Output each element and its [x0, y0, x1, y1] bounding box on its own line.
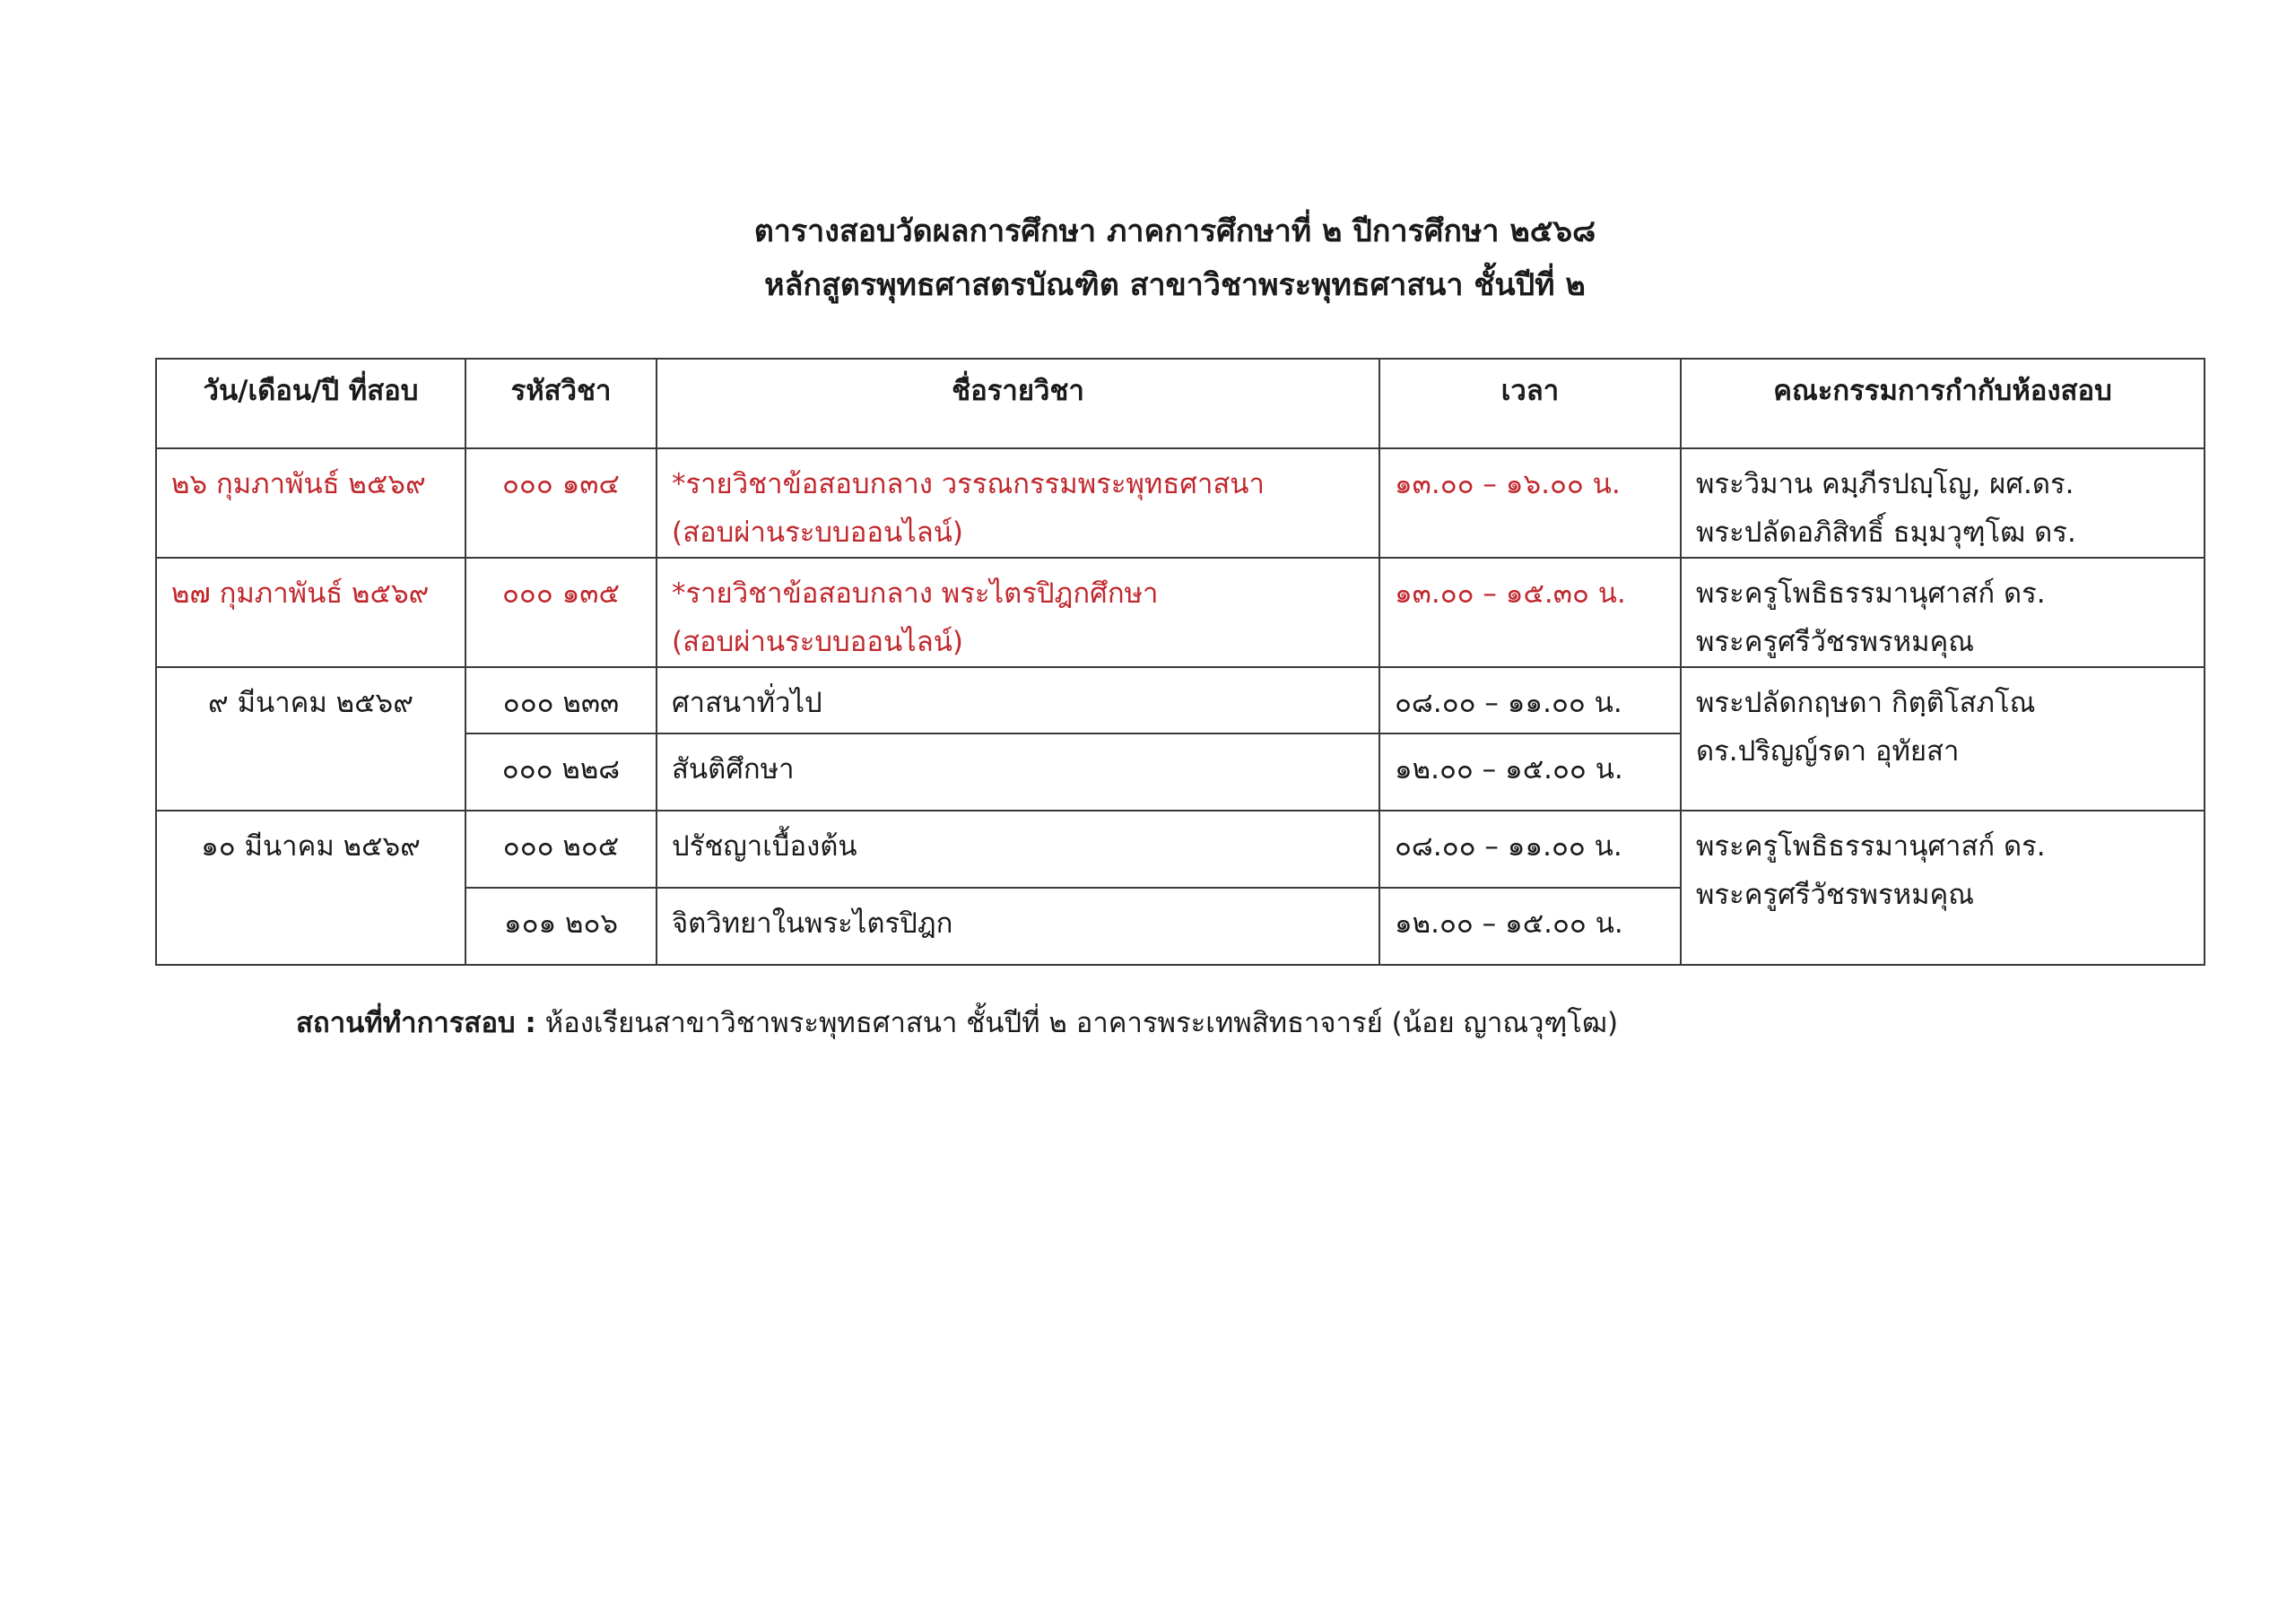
exam-time: ๐๘.๐๐ – ๑๑.๐๐ น. [1379, 811, 1681, 888]
exam-time: ๐๘.๐๐ – ๑๑.๐๐ น. [1379, 667, 1681, 733]
proctor-name: พระครูโพธิธรรมานุศาสก์ ดร. [1696, 830, 2046, 863]
header-code: รหัสวิชา [465, 359, 657, 448]
exam-date: ๒๗ กุมภาพันธ์ ๒๕๖๙ [156, 558, 465, 667]
header-proctors: คณะกรรมการกำกับห้องสอบ [1681, 359, 2205, 448]
location-label: สถานที่ทำการสอบ : [296, 1007, 536, 1039]
proctor-name: พระปลัดกฤษดา กิตฺติโสภโณ [1696, 687, 2036, 719]
proctor-name: พระปลัดอภิสิทธิ์ ธมฺมวุฑฺโฒ ดร. [1696, 516, 2076, 549]
table-row [156, 558, 2205, 667]
proctor-name: ดร.ปริญญ์รดา อุทัยสา [1696, 735, 1960, 768]
location-text: ห้องเรียนสาขาวิชาพระพุทธศาสนา ชั้นปีที่ ๒ อาคารพระเทพสิทธาจารย์ (น้อย ญาณวุฑฺโฒ) [544, 1007, 1619, 1039]
course-name-cell [657, 558, 1379, 667]
document-title [0, 204, 2296, 312]
title-line-2: หลักสูตรพุทธศาสตรบัณฑิต สาขาวิชาพระพุทธศาสนา ชั้นปีที่ ๒ [764, 267, 1586, 303]
header-date: วัน/เดือน/ปี ที่สอบ [156, 359, 465, 448]
course-name: จิตวิทยาในพระไตรปิฎก [657, 888, 1379, 965]
course-code: ๐๐๐ ๒๒๘ [465, 733, 657, 811]
course-name-cell [657, 448, 1379, 558]
course-name: *รายวิชาข้อสอบกลาง พระไตรปิฎกศึกษา [672, 577, 1159, 610]
proctors-cell [1681, 558, 2205, 667]
course-name: ศาสนาทั่วไป [657, 667, 1379, 733]
exam-time: ๑๒.๐๐ – ๑๕.๐๐ น. [1379, 888, 1681, 965]
course-code: ๐๐๐ ๒๐๕ [465, 811, 657, 888]
table-header-row [156, 359, 2205, 448]
header-time: เวลา [1379, 359, 1681, 448]
proctors-cell [1681, 811, 2205, 965]
course-name: ปรัชญาเบื้องต้น [657, 811, 1379, 888]
proctor-name: พระครูโพธิธรรมานุศาสก์ ดร. [1696, 577, 2046, 610]
exam-schedule-table [155, 358, 2205, 966]
course-code: ๐๐๐ ๑๓๕ [465, 558, 657, 667]
table-row [156, 448, 2205, 558]
proctors-cell [1681, 448, 2205, 558]
exam-date: ๙ มีนาคม ๒๕๖๙ [156, 667, 465, 811]
exam-location [296, 1000, 1618, 1045]
course-code: ๑๐๑ ๒๐๖ [465, 888, 657, 965]
proctor-name: พระครูศรีวัชรพรหมคุณ [1696, 879, 1974, 911]
header-name: ชื่อรายวิชา [657, 359, 1379, 448]
proctor-name: พระครูศรีวัชรพรหมคุณ [1696, 626, 1974, 658]
course-code: ๐๐๐ ๑๓๔ [465, 448, 657, 558]
exam-time: ๑๓.๐๐ – ๑๖.๐๐ น. [1379, 448, 1681, 558]
exam-date: ๒๖ กุมภาพันธ์ ๒๕๖๙ [156, 448, 465, 558]
title-line-1: ตารางสอบวัดผลการศึกษา ภาคการศึกษาที่ ๒ ปีการศึกษา ๒๕๖๘ [753, 213, 1596, 249]
online-note: (สอบผ่านระบบออนไลน์) [672, 626, 964, 658]
table-row [156, 667, 2205, 733]
course-code: ๐๐๐ ๒๓๓ [465, 667, 657, 733]
proctor-name: พระวิมาน คมฺภีรปญฺโญ, ผศ.ดร. [1696, 468, 2074, 500]
proctors-cell [1681, 667, 2205, 811]
table-row [156, 811, 2205, 888]
exam-time: ๑๒.๐๐ – ๑๕.๐๐ น. [1379, 733, 1681, 811]
course-name: *รายวิชาข้อสอบกลาง วรรณกรรมพระพุทธศาสนา [672, 468, 1265, 500]
course-name: สันติศึกษา [657, 733, 1379, 811]
exam-time: ๑๓.๐๐ – ๑๕.๓๐ น. [1379, 558, 1681, 667]
exam-date: ๑๐ มีนาคม ๒๕๖๙ [156, 811, 465, 965]
online-note: (สอบผ่านระบบออนไลน์) [672, 516, 964, 549]
